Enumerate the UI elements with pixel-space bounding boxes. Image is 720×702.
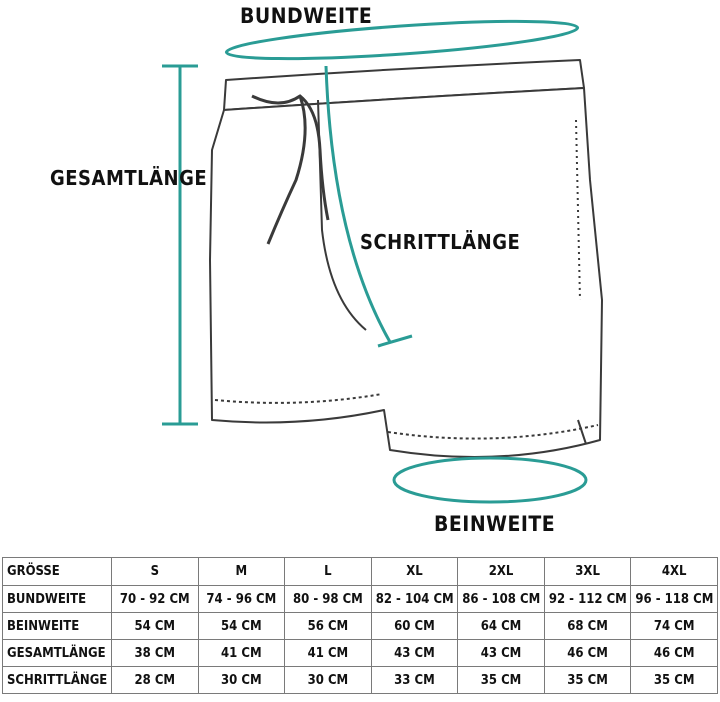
table-cell: 35 CM	[544, 667, 631, 694]
table-cell: 70 - 92 CM	[112, 586, 199, 613]
label-beinweite: BEINWEITE	[434, 512, 556, 536]
table-cell: 38 CM	[112, 640, 199, 667]
table-cell: 3XL	[544, 558, 631, 586]
table-cell: 64 CM	[458, 613, 545, 640]
table-cell: L	[285, 558, 372, 586]
table-cell: 54 CM	[198, 613, 285, 640]
table-cell: 33 CM	[371, 667, 458, 694]
table-cell: 46 CM	[631, 640, 718, 667]
table-cell: 80 - 98 CM	[285, 586, 372, 613]
table-cell: 96 - 118 CM	[631, 586, 718, 613]
table-cell: 30 CM	[198, 667, 285, 694]
shorts-body	[210, 88, 602, 457]
table-row	[3, 613, 718, 640]
table-cell: M	[198, 558, 285, 586]
label-bundweite: BUNDWEITE	[240, 4, 373, 28]
table-cell: 74 - 96 CM	[198, 586, 285, 613]
table-cell: 2XL	[458, 558, 545, 586]
row-label-cell: BUNDWEITE	[3, 586, 112, 613]
table-cell: 43 CM	[371, 640, 458, 667]
table-cell: 54 CM	[112, 613, 199, 640]
table-cell: 41 CM	[285, 640, 372, 667]
row-label-cell: BEINWEITE	[3, 613, 112, 640]
label-schrittlaenge: SCHRITTLÄNGE	[360, 230, 521, 254]
table-cell: XL	[371, 558, 458, 586]
table-cell: 92 - 112 CM	[544, 586, 631, 613]
beinweite-measure	[394, 458, 586, 502]
table-row	[3, 640, 718, 667]
table-cell: 35 CM	[631, 667, 718, 694]
row-label-cell: GESAMTLÄNGE	[3, 640, 112, 667]
table-cell: 68 CM	[544, 613, 631, 640]
table-cell: 28 CM	[112, 667, 199, 694]
table-cell: 82 - 104 CM	[371, 586, 458, 613]
table-cell: 46 CM	[544, 640, 631, 667]
table-cell: 4XL	[631, 558, 718, 586]
table-cell: 35 CM	[458, 667, 545, 694]
row-label-cell: GRÖSSE	[3, 558, 112, 586]
table-cell: 60 CM	[371, 613, 458, 640]
table-cell: 30 CM	[285, 667, 372, 694]
size-table	[2, 557, 718, 694]
table-cell: 56 CM	[285, 613, 372, 640]
row-label-cell: SCHRITTLÄNGE	[3, 667, 112, 694]
table-cell: S	[112, 558, 199, 586]
table-header-row	[3, 558, 718, 586]
table-row	[3, 667, 718, 694]
table-row	[3, 586, 718, 613]
label-gesamtlaenge: GESAMTLÄNGE	[50, 166, 208, 190]
table-cell: 43 CM	[458, 640, 545, 667]
table-cell: 41 CM	[198, 640, 285, 667]
table-cell: 86 - 108 CM	[458, 586, 545, 613]
table-cell: 74 CM	[631, 613, 718, 640]
